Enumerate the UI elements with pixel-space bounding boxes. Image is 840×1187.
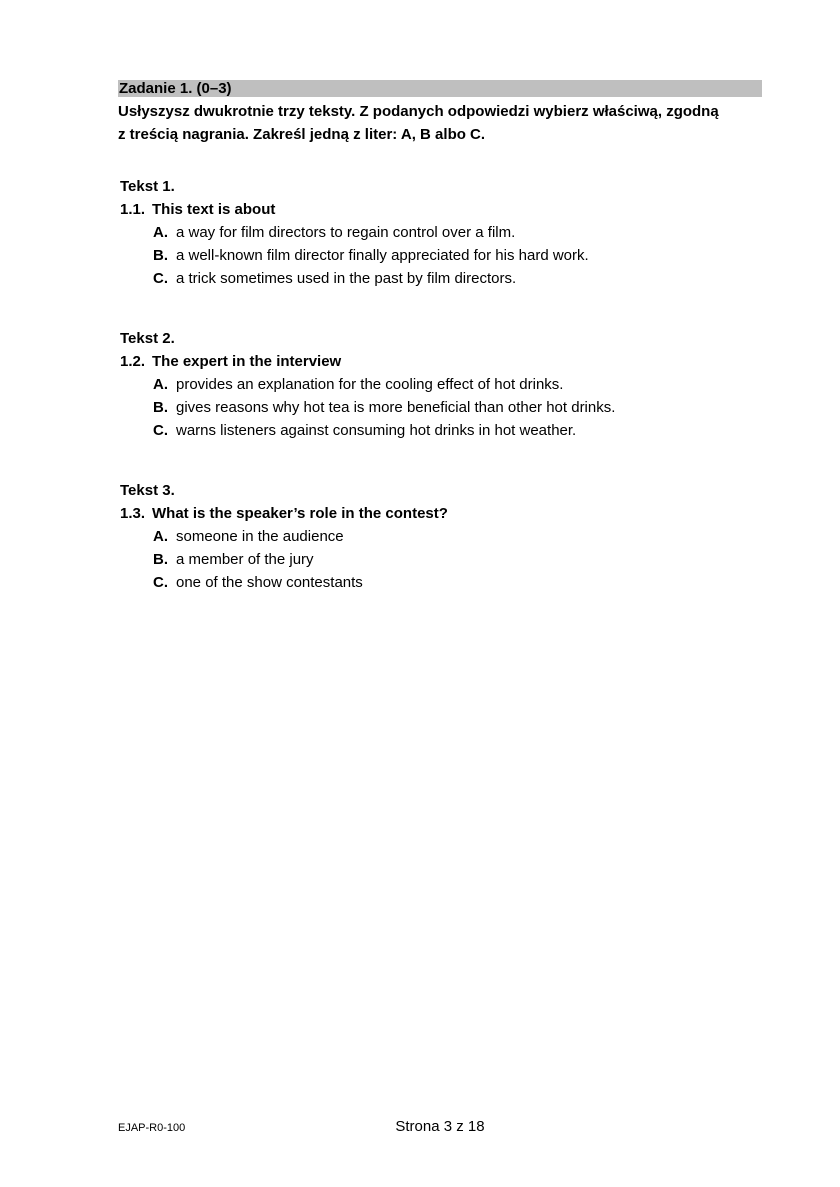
question-number: 1.2. [120,353,146,370]
option-a[interactable] [120,221,760,244]
option-text: a trick sometimes used in the past by film directors. [176,270,517,287]
option-text: warns listeners against consuming hot drinks in hot weather. [176,422,577,439]
option-c[interactable] [120,419,760,442]
option-c[interactable] [120,571,760,594]
option-text: provides an explanation for the cooling effect of hot drinks. [176,376,564,393]
option-a[interactable] [120,525,760,548]
instruction-line-2: z treścią nagrania. Zakreśl jedną z liter: A, B albo C. [118,126,486,143]
option-letter[interactable]: B. [153,551,168,568]
option-a[interactable] [120,373,760,396]
option-letter[interactable]: C. [153,422,168,439]
question-number: 1.3. [120,505,146,522]
option-b[interactable] [120,244,760,267]
text-section-2 [120,327,760,442]
option-b[interactable] [120,548,760,571]
question-number: 1.1. [120,201,146,218]
exam-code: EJAP-R0-100 [118,1122,186,1134]
question-text: What is the speaker’s role in the contest? [152,505,448,522]
tekst-label: Tekst 2. [120,330,175,347]
page-number: Strona 3 z 18 [395,1118,485,1135]
question-text: The expert in the interview [152,353,342,370]
text-section-1 [120,175,760,290]
option-text: someone in the audience [176,528,344,545]
option-c[interactable] [120,267,760,290]
task-instruction [118,100,768,146]
text-section-3 [120,479,760,594]
question [120,198,760,221]
task-header: Zadanie 1. (0–3) [118,80,762,97]
option-text: a member of the jury [176,551,314,568]
instruction-line-1: Usłyszysz dwukrotnie trzy teksty. Z podanych odpowiedzi wybierz właściwą, zgodną [118,103,719,120]
option-b[interactable] [120,396,760,419]
tekst-label: Tekst 3. [120,482,175,499]
option-letter[interactable]: B. [153,399,168,416]
option-letter[interactable]: A. [153,376,168,393]
option-letter[interactable]: C. [153,574,168,591]
tekst-label: Tekst 1. [120,178,175,195]
option-letter[interactable]: C. [153,270,168,287]
question [120,350,760,373]
option-letter[interactable]: A. [153,224,168,241]
option-text: a well-known film director finally appreciated for his hard work. [176,247,589,264]
option-text: one of the show contestants [176,574,363,591]
option-letter[interactable]: B. [153,247,168,264]
question [120,502,760,525]
option-text: a way for film directors to regain control over a film. [176,224,516,241]
option-letter[interactable]: A. [153,528,168,545]
question-text: This text is about [152,201,276,218]
option-text: gives reasons why hot tea is more beneficial than other hot drinks. [176,399,616,416]
